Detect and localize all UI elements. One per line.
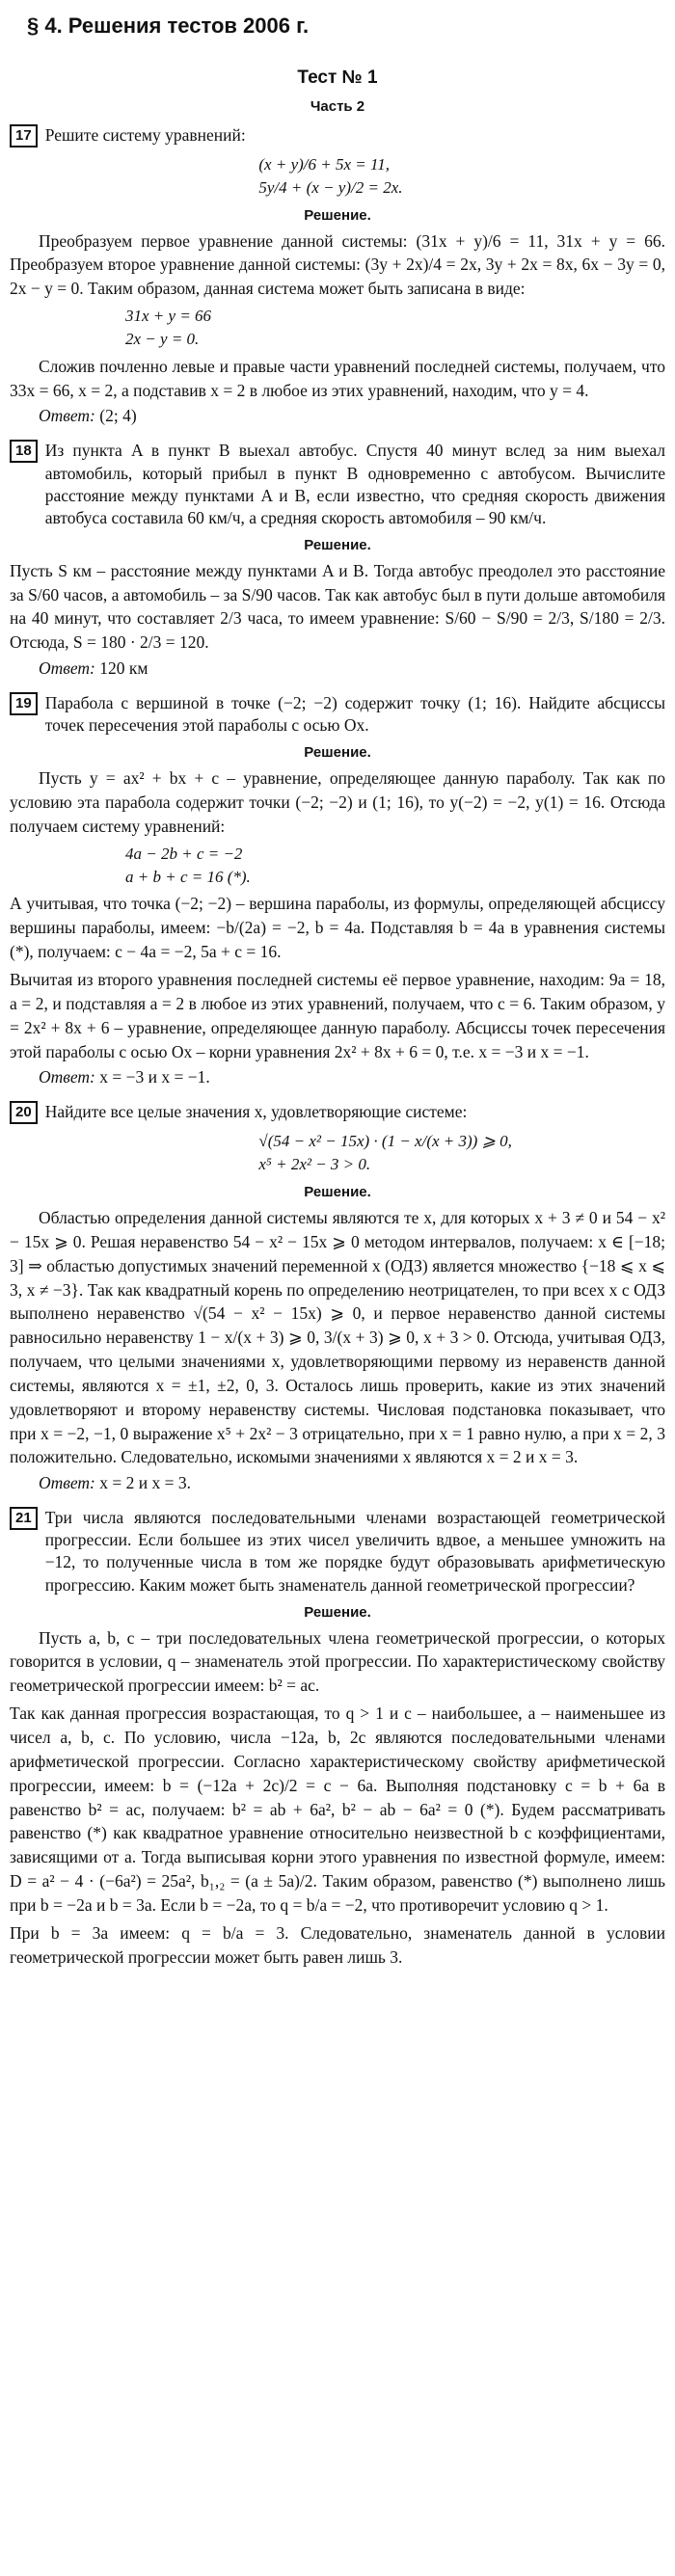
problem-number: 18 <box>10 440 38 463</box>
solution-paragraph: Так как данная прогрессия возрастающая, то q > 1 и c – наибольшее, a – наименьшее из чисел a, b, c. По условию, числа −12a, b, 2c являются последовательными членами арифметической прогрессии. Согласно характеристическому свойству арифметической прогрессии, имеем: b = (−12a + 2c)/2 = c − 6a. Выполняя подстановку c = b + 6a в равенство b² = ac, получаем: b² = ab + 6a², b² − ab − 6a² = 0 (*). Будем рассматривать равенство (*) как квадратное уравнение относительно неизвестной b с коэффициентами, зависящими от a. Тогда выписывая корни этого уравнения по известной формуле, имеем: D = a² − 4 · (−6a²) = 25a², b₁,₂ = (a ± 5a)/2. Таким образом, равенство (*) выполнено лишь при b = −2a и b = 3a. Если b = −2a, то q = b/a = −2, что противоречит условию q > 1. <box>10 1704 665 1915</box>
solution-heading: Решение. <box>304 1183 371 1200</box>
problem-statement: Найдите все целые значения x, удовлетворяющие системе: <box>44 1102 468 1122</box>
answer-value: x = −3 и x = −1. <box>99 1067 210 1087</box>
problem-19 <box>10 692 665 1087</box>
solution-paragraph: Областью определения данной системы являются те x, для которых x + 3 ≠ 0 и 54 − x² − 15x ⩾ 0. Решая неравенство 54 − x² − 15x ⩾ 0 методом интервалов, получаем: x ∈ [−18; 3] ⇒ областью допустимых значений переменной x (ОДЗ) является множество {−18 ⩽ x ⩽ 3, x ≠ −3}. Так как квадратный корень по определению неотрицателен, то при всех x с ОДЗ выполнено неравенство √(54 − x² − 15x) ⩾ 0, и первое неравенство данной системы равносильно неравенству 1 − x/(x + 3) ⩾ 0, 3/(x + 3) ⩾ 0, x + 3 > 0. Отсюда, учитывая ОДЗ, получаем, что целыми значениями x, удовлетворяющими первому из неравенств данной системы, являются x = ±1, ±2, 0, 3. Осталось лишь проверить, какие из этих значений удовлетворяют и второму неравенству системы. Числовая подстановка показывает, что при x = −2, −1, 0 выражение x⁵ + 2x² − 3 отрицательно, при x = 1 равно нулю, а при x = 2, 3 положительно. Следовательно, искомыми значениями x являются x = 2 и x = 3. <box>10 1207 665 1467</box>
solution-heading: Решение. <box>304 536 371 553</box>
problem-number: 21 <box>10 1507 38 1530</box>
section-title: § 4. Решения тестов 2006 г. <box>27 13 310 38</box>
problem-number: 20 <box>10 1101 38 1124</box>
answer-label: Ответ: <box>39 406 95 426</box>
problem-statement: Из пункта A в пункт B выехал автобус. Спустя 40 минут вслед за ним выехал автомобиль, который прибыл в пункт B одновременно с автобусом. Вычислите расстояние между пунктами A и B, если известно, что средняя скорость движения автобуса составила 60 км/ч, а средняя скорость автомобиля – 90 км/ч. <box>44 441 665 527</box>
problem-statement: Парабола с вершиной в точке (−2; −2) содержит точку (1; 16). Найдите абсциссы точек пересечения этой параболы с осью Ox. <box>44 693 665 736</box>
answer <box>39 658 665 679</box>
test-title: Тест № 1 <box>297 67 378 88</box>
answer-value: x = 2 и x = 3. <box>99 1473 191 1493</box>
problem-number: 19 <box>10 692 38 715</box>
problem-21 <box>10 1507 665 1969</box>
solution-heading: Решение. <box>304 744 371 762</box>
solution-paragraph: Пусть y = ax² + bx + c – уравнение, определяющее данную параболу. Так как по условию эта парабола содержит точки (−2; −2) и (1; 16), то y(−2) = −2, y(1) = 16. Отсюда получаем систему уравнений: <box>10 768 665 837</box>
equation-system: 31x + y = 66 2x − y = 0. <box>125 307 212 348</box>
solution-paragraph: А учитывая, что точка (−2; −2) – вершина параболы, из формулы, определяющей абсциссу вершины параболы, имеем: −b/(2a) = −2, b = 4a. Подставляя b = 4a в уравнения системы (*), получаем: c − 4a = −2, 5a + c = 16. <box>10 894 665 962</box>
answer <box>39 406 665 426</box>
part-title: Часть 2 <box>310 98 365 115</box>
answer-label: Ответ: <box>39 1067 95 1087</box>
problem-17 <box>10 124 665 426</box>
problem-statement: Решите систему уравнений: <box>44 125 246 145</box>
solution-heading: Решение. <box>304 206 371 224</box>
problem-statement: Три числа являются последовательными членами возрастающей геометрической прогрессии. Если большее из этих чисел увеличить вдвое, а меньшее умножить на −12, то полученные числа в том же порядке будут образовывать арифметическую прогрессию. Каким может быть знаменатель данной геометрической прогрессии? <box>44 1508 665 1595</box>
equation-system: (x + y)/6 + 5x = 11, 5y/4 + (x − y)/2 = 2x. <box>258 155 403 197</box>
solution-paragraph: При b = 3a имеем: q = b/a = 3. Следовательно, знаменатель данной в условии геометрической прогрессии может быть равен лишь 3. <box>10 1922 665 1967</box>
solution-paragraph: Вычитая из второго уравнения последней системы её первое уравнение, находим: 9a = 18, a = 2, и подставляя a = 2 в любое из этих уравнений, получаем, что c = 6. Таким образом, y = 2x² + 8x + 6 – уравнение, определяющее данную параболу. Абсциссы точек пересечения этой параболы с осью Ox – корни уравнения 2x² + 8x + 6 = 0, т.е. x = −3 и x = −1. <box>10 970 665 1061</box>
problem-number: 17 <box>10 124 38 148</box>
solution-paragraph: Пусть S км – расстояние между пунктами A и B. Тогда автобус преодолел это расстояние за S/60 часов, а автомобиль – за S/90 часов. Так как автобус был в пути дольше автомобиля на 40 минут, что составляет 2/3 часа, то имеем уравнение: S/60 − S/90 = 2/3, S/180 = 2/3. Отсюда, S = 180 · 2/3 = 120. <box>10 560 665 653</box>
solution-paragraph: Сложив почленно левые и правые части уравнений последней системы, получаем, что 33x = 66, x = 2, а подставив x = 2 в любое из этих уравнений, находим, что y = 4. <box>10 356 665 400</box>
answer-label: Ответ: <box>39 1473 95 1493</box>
equation-system: 4a − 2b + c = −2 a + b + c = 16 (*). <box>125 844 251 886</box>
answer-value: 120 км <box>99 658 148 679</box>
problem-20 <box>10 1101 665 1493</box>
answer <box>39 1067 665 1087</box>
solution-paragraph: Преобразуем первое уравнение данной системы: (31x + y)/6 = 11, 31x + y = 66. Преобразуем второе уравнение данной системы: (3y + 2x)/4 = 2x, 3y + 2x = 8x, 6x − 3y = 0, 2x − y = 0. Таким образом, данная система может быть записана в виде: <box>10 230 665 299</box>
problem-18 <box>10 440 665 679</box>
solution-heading: Решение. <box>304 1603 371 1621</box>
answer-label: Ответ: <box>39 658 95 679</box>
solution-paragraph: Пусть a, b, c – три последовательных члена геометрической прогрессии, о которых говорится в условии, q – знаменатель этой прогрессии. По характеристическому свойству геометрической прогрессии имеем: b² = ac. <box>10 1627 665 1696</box>
inequality-system: √(54 − x² − 15x) · (1 − x/(x + 3)) ⩾ 0, x⁵ + 2x² − 3 > 0. <box>258 1132 512 1174</box>
answer <box>39 1473 665 1493</box>
answer-value: (2; 4) <box>99 406 137 426</box>
